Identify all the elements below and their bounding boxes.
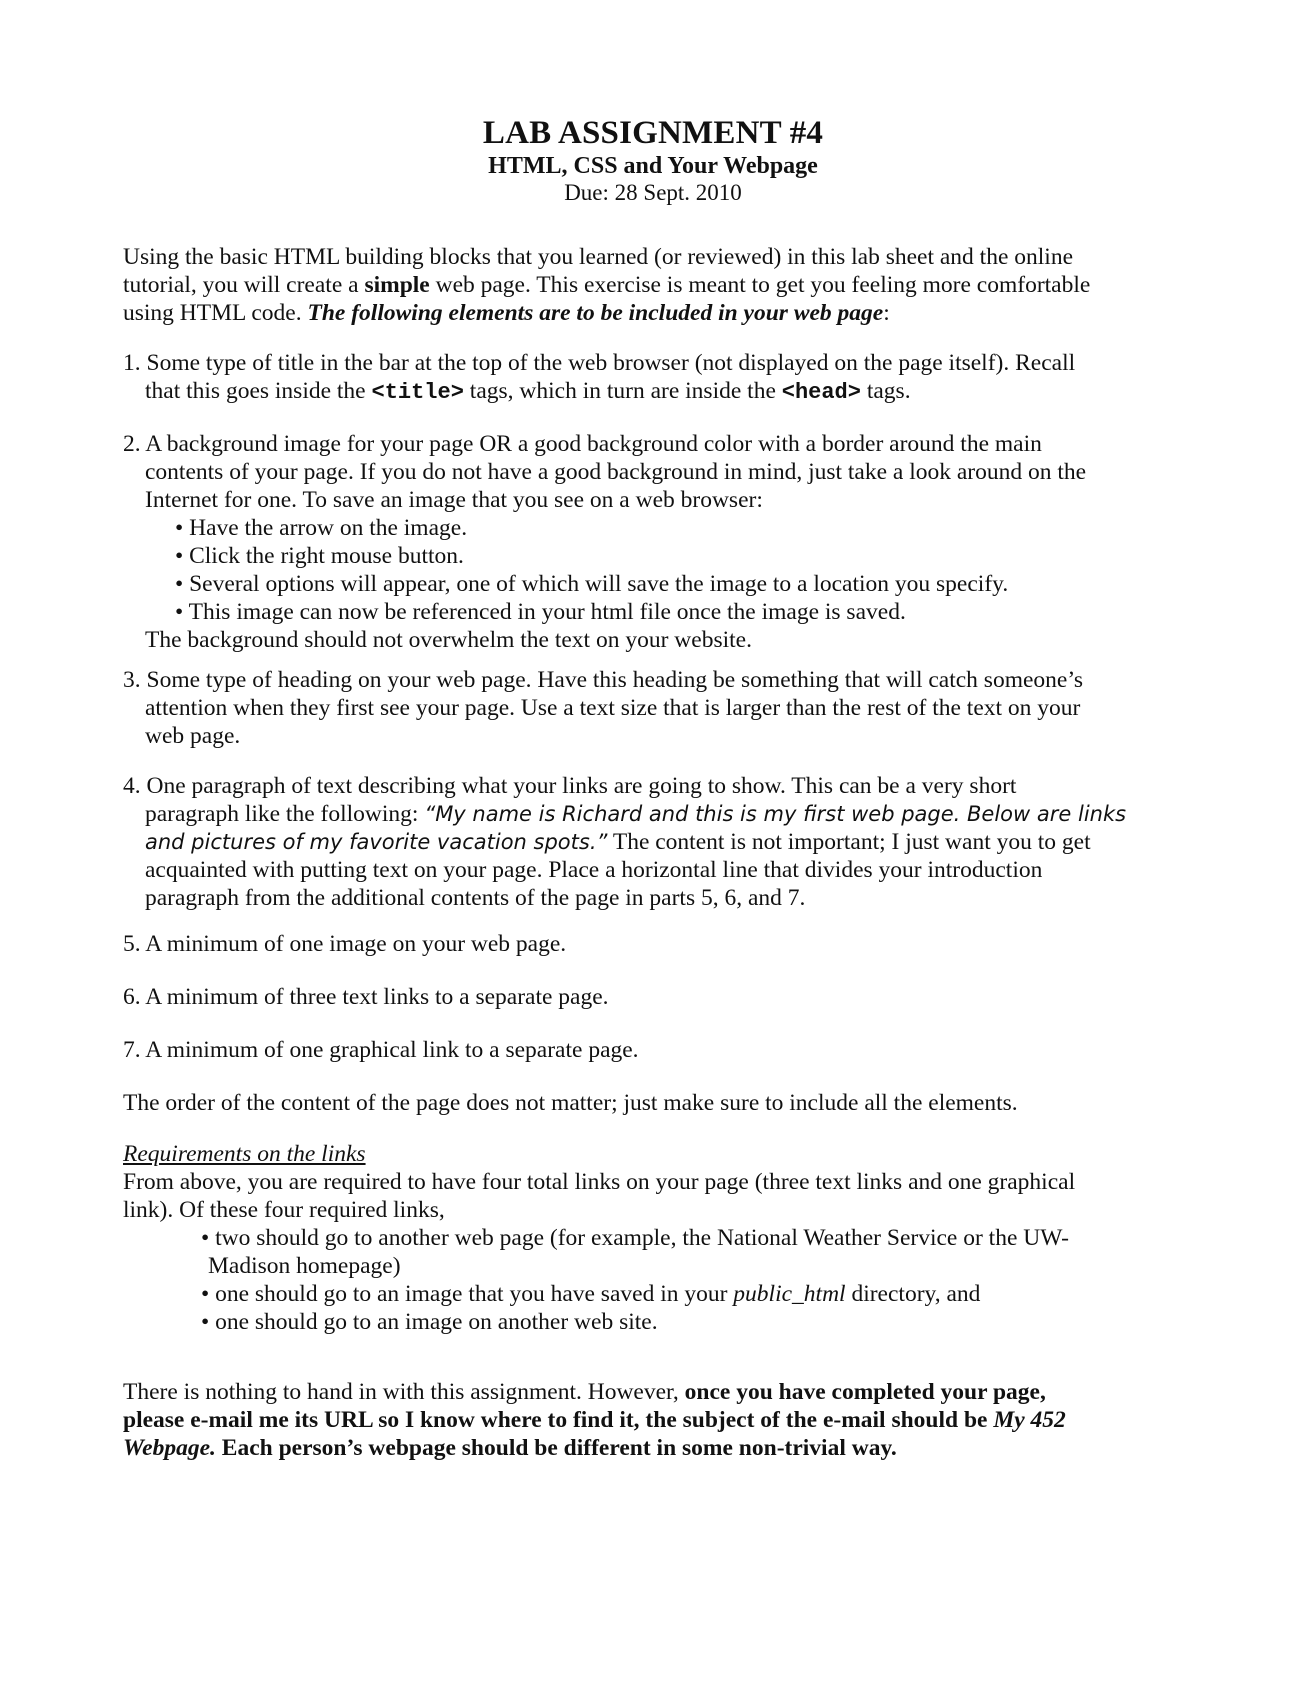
due-date: Due: 28 Sept. 2010 [564,180,742,205]
bullet-item: • This image can now be referenced in your html file once the image is saved. [175,599,906,625]
code-head-tag: <head> [781,380,861,405]
intro-line: using HTML code. The following elements are to be included in your web page: [123,300,890,326]
emphasis-elements: The following elements are to be included in your web page [307,300,884,326]
bullet-item: • one should go to an image that you have saved in your public_html directory, and [201,1281,981,1307]
list-item-4: 4. One paragraph of text describing what your links are going to show. This can be a very short paragraph like the following: “My name is Richard and this is my first web page. Below are links and pictures of my favorite vacation spots.” The content is not important; I just want you to get acquainted with putting text on your page. Place a horizontal line that divides your introduction paragraph from the additional contents of the page in parts 5, 6, and 7. [123,773,1127,911]
page-subtitle: HTML, CSS and Your Webpage [488,153,818,179]
bullet-item: • two should go to another web page (for example, the National Weather Service or the UW- [201,1225,1069,1251]
order-note: The order of the content of the page does not matter; just make sure to include all the elements. [123,1090,1018,1116]
directory-name: public_html [733,1281,846,1307]
email-subject: My 452 [993,1407,1066,1433]
list-item-6: 6. A minimum of three text links to a separate page. [123,984,609,1010]
links-requirements: Requirements on the links From above, you are required to have four total links on your page (three text links and one graphical link). Of these four required links, • two should go to another web page (for example, the National Weather Service or the UW- Madison homepage) • one should go to an image that you have saved in your public_html directory, and • one should go to an image on another web site. [123,1140,1183,1336]
example-quote: and pictures of my favorite vacation spots.” [145,830,608,854]
list-item-3: 3. Some type of heading on your web page. Have this heading be something that will catch someone’s attention when they first see your page. Use a text size that is larger than the rest of the text on your web page. [123,667,1084,749]
code-title-tag: <title> [371,380,464,405]
links-heading: Requirements on the links [123,1141,366,1167]
bullet-item: • Have the arrow on the image. [175,515,468,541]
bullet-item: • one should go to an image on another web site. [201,1309,658,1335]
intro-line: Using the basic HTML building blocks that you learned (or reviewed) in this lab sheet and the online [123,244,1073,270]
list-item-1: 1. Some type of title in the bar at the top of the web browser (not displayed on the page itself). Recall that this goes inside the <title> tags, which in turn are inside the <head> tags. [123,350,1076,405]
intro-paragraph [123,243,1183,327]
intro-line: tutorial, you will create a simple web page. This exercise is meant to get you feeling more comfortable [123,272,1091,298]
list-item-5: 5. A minimum of one image on your web page. [123,931,567,957]
bullet-item: • Click the right mouse button. [175,543,464,569]
list-item-2: 2. A background image for your page OR a good background color with a border around the main contents of your page. If you do not have a good background in mind, just take a look around on the Internet for one. To save an image that you see on a web browser: • Have the arrow on the image. • Click the right mouse button. • Several options will appear, one of which will save the image to a location you specify. • This image can now be referenced in your html file once the image is saved. The background should not overwhelm the text on your website. [123,430,1183,654]
email-subject: Webpage. [123,1435,216,1461]
page-title: LAB ASSIGNMENT #4 [482,115,824,151]
closing-paragraph: There is nothing to hand in with this assignment. However, once you have completed your page, please e-mail me its URL so I know where to find it, the subject of the e-mail should be My 452 Webpage. Each person’s webpage should be different in some non-trivial way. [123,1379,1066,1461]
list-item-7: 7. A minimum of one graphical link to a separate page. [123,1037,639,1063]
example-quote: “My name is Richard and this is my first web page. Below are links [424,802,1127,826]
bullet-item: • Several options will appear, one of which will save the image to a location you specify. [175,571,1009,597]
emphasis-simple: simple [364,272,430,298]
